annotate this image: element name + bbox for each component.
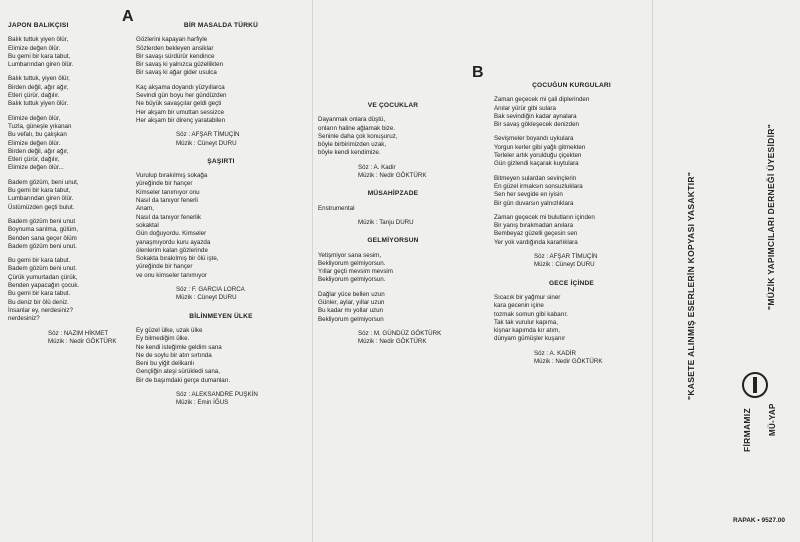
song-title: ÇOCUĞUN KURGULARI <box>532 82 611 89</box>
song-credits <box>8 330 123 347</box>
lyric-line: Kaç akşama doyandı yüzyıllarca <box>136 83 225 91</box>
lyric-line: Vurulup bırakılmış sokağa <box>136 172 208 180</box>
lyric-line: Gençliğin ateşi sürükledi sana, <box>136 368 220 376</box>
lyric-line: kara gecenin içine <box>494 302 544 310</box>
lyricist-label: Söz <box>176 131 187 139</box>
composer-label: Müzik <box>534 358 551 366</box>
lyric-line: Etleri çürür, dağılır, <box>8 156 60 164</box>
lyric-line: Ey bilmediğim ülke. <box>136 335 190 343</box>
stanza <box>318 205 468 213</box>
lyric-line: Tuzla, güneşle yıkanan <box>8 122 72 130</box>
lyric-line: Zaman geçecek mi bulutların içinden <box>494 213 595 221</box>
lyric-line: Bir savaşı sürdürür kendince <box>136 52 215 60</box>
composer-row: Müzik : Cüneyt DURU <box>176 139 237 147</box>
composer: Nedir GÖKTÜRK <box>555 358 603 366</box>
lyric-line: Bu gemi bir kara tabut, <box>8 187 71 195</box>
composer-row: Müzik : Tanju DURU <box>358 218 414 226</box>
lyric-line: Gün doğuyordu. Kimseler <box>136 230 207 238</box>
stanza <box>8 115 123 173</box>
lyricist-row: Söz : NAZIM HİKMET <box>48 329 109 337</box>
lyric-line: Bir savaş ki yalnızca güzellikten <box>136 61 224 69</box>
lyric-line: Bu deniz bir ölü deniz. <box>8 298 69 306</box>
stanza <box>8 179 123 212</box>
lyric-line: Yetişmiyor sana sesim, <box>318 251 382 259</box>
composer-row: Müzik : Nedir GÖKTÜRK <box>358 338 427 346</box>
stanza <box>136 36 306 77</box>
stanza <box>318 116 468 157</box>
lyric-line: Anılar yürür gibi sulara <box>494 104 556 112</box>
lyric-line: Her akşam bir umuttan sessizce <box>136 108 225 116</box>
lyric-line: Etleri çürür, dağılır. <box>8 92 60 100</box>
lyric-line: onların haline ağlamak bize. <box>318 124 396 132</box>
composer-label: Müzik <box>48 337 65 345</box>
lyric-line: böyle kendi kendimize. <box>318 149 381 157</box>
song-title: MÜSAHİPZADE <box>367 190 419 198</box>
copyright-notice: "KASETE ALINMIŞ ESERLERİN KOPYASI YASAKTIR" <box>686 171 696 400</box>
fold-line <box>652 0 653 542</box>
lyric-line: Kimseler tanımıyor onu <box>136 188 200 196</box>
muyap-logo <box>742 372 768 398</box>
lyric-line: Balık tuttuk, yiyen ölür, <box>8 75 70 83</box>
lyrics-column-2 <box>136 22 306 418</box>
lyric-line: Birden değil, ağır ağır, <box>8 83 69 91</box>
lyrics-column-4 <box>494 82 649 376</box>
song-title: GELMİYORSUN <box>367 237 419 245</box>
lyric-line: Badem gözüm beni unut. <box>8 265 77 273</box>
lyric-line: kişnar kapımda kır atım, <box>494 327 561 335</box>
composer: Emin İĞUS <box>197 399 229 407</box>
lyric-line: Bir gün duvarsın yalnızlıklara <box>494 199 574 207</box>
composer-row: Müzik : Cüneyt DURU <box>176 294 237 302</box>
lyric-line: Bu vefalı, bu çalışkan <box>8 131 67 139</box>
lyric-line: yüreğinde bir hançer <box>136 180 193 188</box>
composer: Cüneyt DURU <box>555 261 595 269</box>
lyric-line: Badem gözüm beni unut <box>8 217 76 225</box>
lyrics-column-1 <box>8 22 123 356</box>
lyricist-label: Söz <box>534 253 545 261</box>
lyric-line: Bu gemi bir kara tabut, <box>8 52 71 60</box>
lyricist-row: Söz : M. GÜNDÜZ GÖKTÜRK <box>358 329 442 337</box>
lyric-line: Bu gemi bir kara tabut. <box>8 290 71 298</box>
lyric-line: Birden değil, ağır ağır, <box>8 147 69 155</box>
lyric-line: Gün gizlendi kaçarak kuytulara <box>494 160 579 168</box>
composer-label: Müzik <box>534 261 551 269</box>
lyric-line: ve onu kimseler tanımıyor <box>136 271 207 279</box>
song-title: GECE İÇİNDE <box>548 279 595 287</box>
lyric-line: Ne büyük savaşçılar geldi geçti <box>136 100 222 108</box>
lyricist-row: Söz : AFŞAR TİMUÇİN <box>176 131 240 139</box>
lyricist: ALEKSANDRE PUŞKİN <box>191 390 258 398</box>
stanza <box>494 294 649 344</box>
lyric-line: Sevişmeler boyandı uykulara <box>494 135 574 143</box>
song-credits <box>318 219 468 227</box>
song-title: JAPON BALIKÇISI <box>8 22 69 29</box>
lyricist-row: Söz : A. KADİR <box>534 349 576 357</box>
fold-line <box>312 0 313 542</box>
composer: Nedir GÖKTÜRK <box>69 337 117 345</box>
lyric-line: Bitmeyen sulardan sevinçlerin <box>494 174 577 182</box>
lyric-line: Günler, aylar, yıllar uzun <box>318 299 385 307</box>
lyric-line: Gözlerini kapayan harfiyle <box>136 36 208 44</box>
lyric-line: Balık tuttuk yiyen ölür. <box>8 100 69 108</box>
lyric-line: Sokakta bırakılmış bir ölü işte, <box>136 255 219 263</box>
muyap-label: MÜ-YAP <box>768 403 777 436</box>
stanza <box>136 172 306 280</box>
lyricist: AFŞAR TİMUÇİN <box>549 253 598 261</box>
lyric-line: Elimize değen ölür. <box>8 44 61 52</box>
lyricist: M. GÜNDÜZ GÖKTÜRK <box>373 329 442 337</box>
composer: Nedir GÖKTÜRK <box>379 172 427 180</box>
stanza <box>318 252 468 285</box>
lyricist: AFŞAR TİMUÇİN <box>191 131 240 139</box>
lyric-line: böyle birbirimizden uzak, <box>318 141 387 149</box>
lyricist-label: Söz <box>534 349 545 357</box>
stanza <box>494 135 649 168</box>
lyric-line: Sevindi gün boyu her gündüzden <box>136 92 227 100</box>
lyricist-row: Söz : F. GARCIA LORCA <box>176 286 245 294</box>
lyricist: A. KADİR <box>549 349 576 357</box>
song-credits <box>494 350 649 367</box>
lyric-line: Lumbarından giren ölür. <box>8 195 74 203</box>
stanza <box>8 218 123 251</box>
stanza <box>8 75 123 108</box>
lyric-line: Badem gözüm beni unut. <box>8 242 77 250</box>
lyric-line: nerdesiniz? <box>8 315 40 323</box>
stanza <box>494 214 649 247</box>
lyric-line: Sıcacık bir yağmur siner <box>494 293 561 301</box>
song-title: BİLİNMEYEN ÜLKE <box>189 312 253 320</box>
lyricist: A. Kadir <box>373 163 396 171</box>
stanza <box>494 96 649 129</box>
lyric-line: Sen her sevgide en iyisin <box>494 191 563 199</box>
composer: Tanju DURU <box>379 218 414 226</box>
lyrics-column-3 <box>318 102 468 357</box>
song-credits <box>136 391 306 408</box>
lyricist-row: Söz : A. Kadir <box>358 163 396 171</box>
lyric-line: Bekliyorum gelmiyorsun. <box>318 259 386 267</box>
lyric-line: Anam, <box>136 205 154 213</box>
stanza <box>136 327 306 385</box>
composer-label: Müzik <box>176 139 193 147</box>
stanza <box>136 84 306 125</box>
composer: Nedir GÖKTÜRK <box>379 338 427 346</box>
song-credits <box>136 131 306 148</box>
lyric-line: Seninle daha çok konuşuruz, <box>318 132 398 140</box>
lyricist: NAZIM HİKMET <box>63 329 109 337</box>
lyric-line: Benden sana geçer ölüm <box>8 234 77 242</box>
composer-row: Müzik : Nedir GÖKTÜRK <box>358 172 427 180</box>
lyric-line: Bembeyaz güzelli geçesin sen <box>494 230 578 238</box>
lyric-line: Bir de başımdaki gerçe dumanları. <box>136 376 231 384</box>
lyric-line: Bir yanış bırakmadan anılara <box>494 222 574 230</box>
lyric-line: Sözlerden bekleyen ansiklar <box>136 44 214 52</box>
lyric-line: Bu kadar mı yollar uzun <box>318 307 383 315</box>
lyric-line: Ey güzel ülke, uzak ülke <box>136 326 203 334</box>
song-credits <box>318 164 468 181</box>
lyric-line: Ne de soylu bir atın sırtında <box>136 351 212 359</box>
lyricist-row: Söz : ALEKSANDRE PUŞKİN <box>176 390 258 398</box>
lyric-line: Benden yapacağın çocuk. <box>8 282 80 290</box>
song-title: ŞAŞIRTI <box>207 157 235 165</box>
lyric-line: yüreğinde bir hançer <box>136 263 193 271</box>
association-label: "MÜZİK YAPIMCILARI DERNEĞİ ÜYESİDİR" <box>766 123 776 310</box>
lyric-line: Yıllar geçti mevsim mevsim <box>318 268 393 276</box>
lyric-line: Balık tuttuk yiyen ölür, <box>8 36 69 44</box>
lyric-line: Bu gemi bir kara tabut. <box>8 257 71 265</box>
lyric-line: Badem gözüm, beni unut, <box>8 178 79 186</box>
composer-row: Müzik : Emin İĞUS <box>176 399 229 407</box>
lyric-line: Nasıl da tanıyor fenerlik <box>136 213 201 221</box>
lyric-line: Yorgun kerler gibi yağlı gitmekten <box>494 143 586 151</box>
lyricist-row: Söz : AFŞAR TİMUÇİN <box>534 253 598 261</box>
lyric-line: Her akşam bir direnç yaratabilen <box>136 116 226 124</box>
lyricist: F. GARCIA LORCA <box>191 286 245 294</box>
composer: Cüneyt DURU <box>197 294 237 302</box>
lyric-line: Beni bu yiğit delikanlı <box>136 360 195 368</box>
composer-label: Müzik <box>358 218 375 226</box>
firm-label: FİRMAMIZ <box>742 408 752 452</box>
lyric-line: dünyam gümüşler kuşanır <box>494 335 566 343</box>
lyric-line: Bir savaş gökleşecek denizden <box>494 121 579 129</box>
lyric-line: Bir savaş ki ağar gider usulca <box>136 69 217 77</box>
composer-label: Müzik <box>358 172 375 180</box>
lyric-line: Zaman geçecek mi çali diplerinden <box>494 96 590 104</box>
lyric-line: Terleler artık yorulduğu çiçekten <box>494 152 582 160</box>
song-credits <box>136 286 306 303</box>
lyric-line: İnsanlar ey, nerdesiniz? <box>8 306 73 314</box>
composer-row: Müzik : Cüneyt DURU <box>534 261 595 269</box>
lyric-line: Nasıl da tanıyor fenerli <box>136 197 198 205</box>
lyricist-label: Söz <box>176 390 187 398</box>
lyric-line: Yer yok vardığında kararlıklara <box>494 238 578 246</box>
lyric-line: tozmak somun gibi kabarır. <box>494 310 568 318</box>
composer-label: Müzik <box>176 399 193 407</box>
catalog-number: RAPAK • 9527.00 <box>733 517 786 524</box>
lyric-line: Elimize değen ölür... <box>8 164 64 172</box>
lyric-line: Dayanmak onlara düştü, <box>318 116 386 124</box>
lyric-line: Ne kendi isteğimle geldim sana <box>136 343 222 351</box>
lyric-line: Bekliyorum gelmiyorsun. <box>318 276 386 284</box>
song-title: BİR MASALDA TÜRKÜ <box>183 22 259 29</box>
composer-label: Müzik <box>176 294 193 302</box>
lyric-line: Tak tak vurulur kapıma, <box>494 318 558 326</box>
lyric-line: ölenlerim kalan gözlerinde <box>136 246 208 254</box>
song-credits <box>494 253 649 270</box>
stanza <box>318 291 468 324</box>
composer-row: Müzik : Nedir GÖKTÜRK <box>48 337 117 345</box>
side-b-label: B <box>472 64 484 81</box>
lyric-line: yanaşmıyordu kuru ayazda <box>136 238 211 246</box>
lyric-line: Çürük yumurtadan çürük, <box>8 273 78 281</box>
lyric-line: Bak sevindiğin kadar aynalara <box>494 112 577 120</box>
lyric-line: En güzel irmaksın sonsuzluklara <box>494 182 583 190</box>
lyric-line: Lumbarından giren ölür. <box>8 61 74 69</box>
lyricist-label: Söz <box>358 163 369 171</box>
lyric-line: Bekliyorum gelmiyorsun <box>318 315 384 323</box>
lyric-line: Enstrumental <box>318 204 355 212</box>
lyric-line: sokaktal <box>136 221 159 229</box>
song-credits <box>318 330 468 347</box>
stanza <box>8 257 123 323</box>
lyric-line: Elimize değen ölür. <box>8 139 61 147</box>
lyric-line: Üstümüzden geçti bulut. <box>8 203 75 211</box>
song-title: VE ÇOCUKLAR <box>367 102 419 109</box>
composer-row: Müzik : Nedir GÖKTÜRK <box>534 358 603 366</box>
composer: Cüneyt DURU <box>197 139 237 147</box>
stanza <box>494 175 649 208</box>
composer-label: Müzik <box>358 338 375 346</box>
lyric-line: Dağlar yüce bellerı uzun <box>318 290 385 298</box>
lyric-line: Boynuma sarılma, gülüm, <box>8 226 79 234</box>
lyricist-label: Söz <box>358 329 369 337</box>
side-a-label: A <box>122 8 134 25</box>
lyricist-label: Söz <box>48 329 59 337</box>
lyricist-label: Söz <box>176 286 187 294</box>
stanza <box>8 36 123 69</box>
lyric-line: Elimize değen ölür, <box>8 114 61 122</box>
